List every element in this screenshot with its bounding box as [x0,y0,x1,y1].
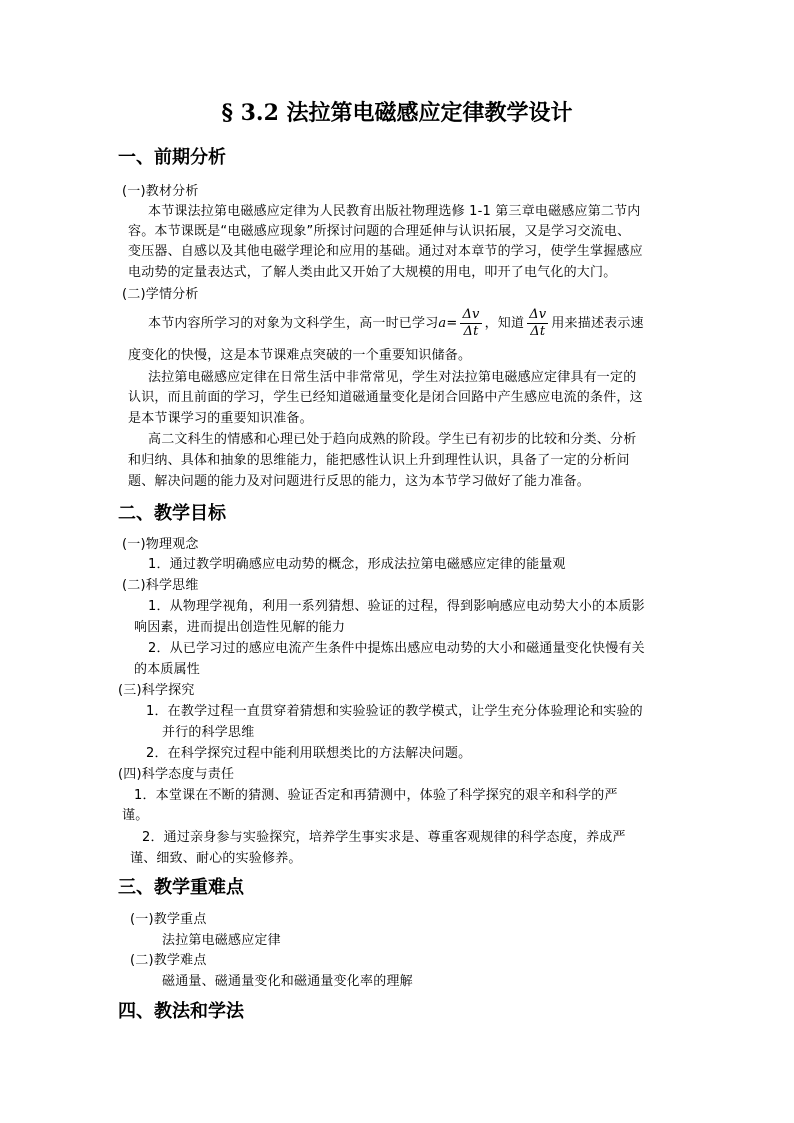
section-heading-analysis: 一、前期分析 [118,147,226,168]
paragraph-line: 题、解决问题的能力及对问题进行反思的能力，这为本节学习做好了能力准备。 [128,474,591,489]
paragraph-line: 本节课法拉第电磁感应定律为人民教育出版社物理选修 1-1 第三章电磁感应第二节内 [148,204,641,219]
focus-text: 法拉第电磁感应定律 [162,933,281,948]
paragraph-line: 变压器、自感以及其他电磁学理论和应用的基础。通过对本章节的学习，使学生掌握感应 [128,244,643,259]
goal-item-continued: 的本质属性 [134,662,201,677]
goal-item: 1．从物理学视角，利用一系列猜想、验证的过程，得到影响感应电动势大小的本质影 [148,599,645,614]
paragraph-line-with-formula [148,306,644,342]
subheading-physics-concept: (一)物理观念 [122,537,199,552]
goal-item: 2．在科学探究过程中能利用联想类比的方法解决问题。 [146,746,472,761]
goal-item: 2．通过亲身参与实验探究，培养学生事实求是、尊重客观规律的科学态度，养成严 [142,830,626,845]
paragraph-text: ，知道 [484,316,525,331]
fraction-denominator: Δt [463,324,479,339]
subheading-textbook-analysis: (一)教材分析 [122,184,199,199]
subheading-teaching-focus: (一)教学重点 [130,912,207,927]
goal-item-continued: 谨、细致、耐心的实验修养。 [130,851,302,866]
goal-item: 1．通过教学明确感应电动势的概念，形成法拉第电磁感应定律的能量观 [148,557,566,572]
velocity-rate-fraction-2 [527,307,548,340]
goal-item: 2．从已学习过的感应电流产生条件中提炼出感应电动势的大小和磁通量变化快慢有关 [148,641,645,656]
equals-sign: = [446,316,458,331]
fraction-numerator: Δv [529,307,547,322]
document-title: § 3.2 法拉第电磁感应定律教学设计 [221,100,573,126]
paragraph-line: 认识，而且前面的学习，学生已经知道磁通量变化是闭合回路中产生感应电流的条件，这 [128,390,643,405]
subheading-student-analysis: (二)学情分析 [122,287,199,302]
goal-item-continued: 响因素，进而提出创造性见解的能力 [134,620,346,635]
goal-item: 1．在教学过程一直贯穿着猜想和实验验证的教学模式，让学生充分体验理论和实验的 [146,704,643,719]
paragraph-text: 本节内容所学习的对象为文科学生，高一时已学习 [148,316,439,331]
paragraph-line: 法拉第电磁感应定律在日常生活中非常常见，学生对法拉第电磁感应定律具有一定的 [148,370,637,385]
paragraph-line: 是本节课学习的重要知识准备。 [128,411,313,426]
section-heading-key-points: 三、教学重难点 [118,877,244,898]
subheading-teaching-difficulty: (二)教学难点 [130,953,207,968]
difficulty-text: 磁通量、磁通量变化和磁通量变化率的理解 [162,974,413,989]
paragraph-line: 电动势的定量表达式，了解人类由此又开始了大规模的用电，叩开了电气化的大门。 [128,265,617,280]
acceleration-symbol: a [438,316,447,331]
paragraph-line: 高二文科生的情感和心理已处于趋向成熟的阶段。学生已有初步的比较和分类、分析 [148,432,637,447]
paragraph-line: 和归纳、具体和抽象的思维能力，能把感性认识上升到理性认识，具备了一定的分析问 [128,453,630,468]
paragraph-text: 用来描述表示速 [551,316,644,331]
subheading-scientific-inquiry: (三)科学探究 [118,683,195,698]
paragraph-line: 度变化的快慢，这是本节课难点突破的一个重要知识储备。 [128,348,472,363]
subheading-attitude-responsibility: (四)科学态度与责任 [118,767,235,782]
goal-item: 1．本堂课在不断的猜测、验证否定和再猜测中，体验了科学探究的艰辛和科学的严 [134,788,618,803]
paragraph-line: 容。本节课既是“电磁感应现象”所探讨问题的合理延伸与认识拓展，又是学习交流电、 [128,224,631,239]
section-heading-methods: 四、教法和学法 [118,1001,244,1022]
fraction-numerator: Δv [462,307,480,322]
subheading-scientific-thinking: (二)科学思维 [122,578,199,593]
fraction-denominator: Δt [530,324,546,339]
goal-item-continued: 谨。 [122,808,149,823]
goal-item-continued: 并行的科学思维 [162,725,255,740]
section-heading-goals: 二、教学目标 [118,503,226,524]
velocity-rate-fraction [460,307,481,340]
